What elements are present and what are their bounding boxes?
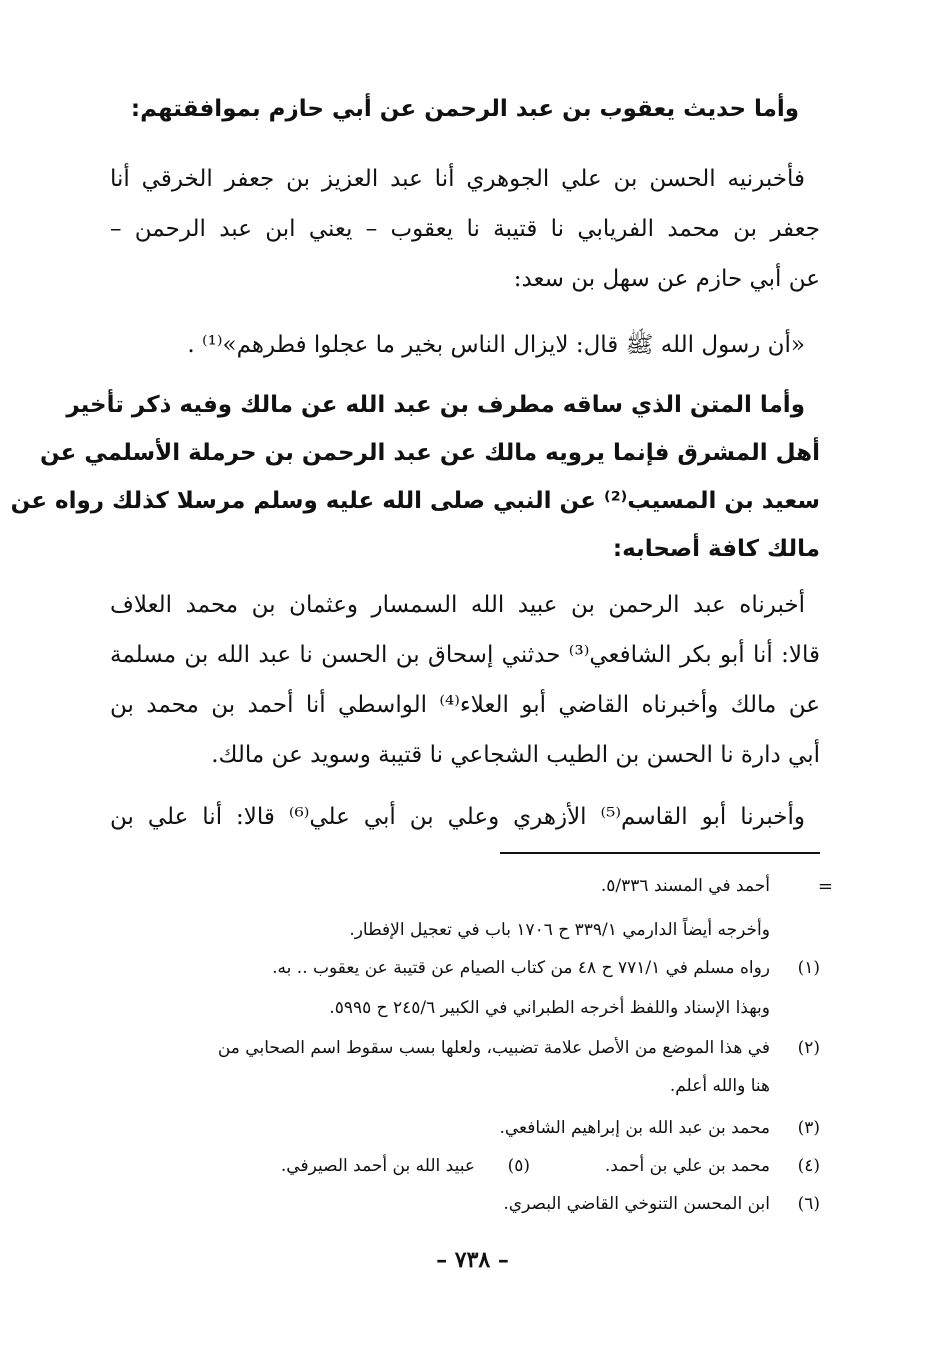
footnote-number: (٦) [797,1194,820,1214]
paragraph-line: وأخبرنا أبو القاسم⁽⁵⁾ الأزهري وعلي بن أبي علي⁽⁶⁾ قالا: أنا علي بن [110,804,805,830]
section-heading-mutarrif: أهل المشرق فإنما يرويه مالك عن عبد الرحمن بن حرملة الأسلمي عن [39,440,820,466]
section-heading-yaqub: وأما حديث يعقوب بن عبد الرحمن عن أبي حازم بموافقتهم: [130,96,800,122]
section-heading-mutarrif: وأما المتن الذي ساقه مطرف بن عبد الله عن مالك وفيه ذكر تأخير [66,392,805,418]
footnote-line: في هذا الموضع من الأصل علامة تضبيب، ولعلها بسب سقوط اسم الصحابي من [217,1038,770,1058]
paragraph-line: فأخبرنيه الحسن بن علي الجوهري أنا عبد العزيز بن جعفر الخرقي أنا [110,166,805,192]
section-heading-mutarrif: سعيد بن المسيب⁽²⁾ عن النبي صلى الله عليه وسلم مرسلا كذلك رواه عن [10,488,820,514]
footnote-line: عبيد الله بن أحمد الصيرفي. [280,1156,475,1176]
footnote-line: وبهذا الإسناد واللفظ أخرجه الطبراني في الكبير ٢٤٥/٦ ح ٥٩٩٥. [329,998,770,1018]
footnote-line: وأخرجه أيضاً الدارمي ٣٣٩/١ ح ١٧٠٦ باب في تعجيل الإفطار. [349,920,770,940]
hadith-text: «أن رسول الله ﷺ قال: لايزال الناس بخير ما عجلوا فطرهم»⁽¹⁾ . [187,332,805,358]
footnote-line: هنا والله أعلم. [669,1076,770,1096]
footnote-line: ابن المحسن التنوخي القاضي البصري. [503,1194,770,1214]
footnote-number: (٣) [797,1118,820,1138]
footnote-continuation-mark: = [817,876,833,897]
paragraph-line: جعفر بن محمد الفريابي نا قتيبة نا يعقوب – يعني ابن عبد الرحمن – [110,216,820,242]
paragraph-line: أخبرناه عبد الرحمن بن عبيد الله السمسار وعثمان بن محمد العلاف [110,592,805,618]
paragraph-line: عن أبي حازم عن سهل بن سعد: [513,266,820,292]
paragraph-line: عن مالك وأخبرناه القاضي أبو العلاء⁽⁴⁾ الواسطي أنا أحمد بن محمد بن [110,692,820,718]
footnote-line: أحمد في المسند ٥/٣٣٦. [600,876,770,896]
footnote-separator [500,852,820,854]
footnote-line: محمد بن عبد الله بن إبراهيم الشافعي. [499,1118,770,1138]
footnote-number: (٤) [797,1156,820,1176]
footnote-number: (٥) [507,1156,530,1176]
footnote-line: رواه مسلم في ٧٧١/١ ح ٤٨ من كتاب الصيام عن قتيبة عن يعقوب .. به. [272,958,770,978]
footnote-line: محمد بن علي بن أحمد. [604,1156,770,1176]
section-heading-mutarrif: مالك كافة أصحابه: [612,536,820,562]
paragraph-line: قالا: أنا أبو بكر الشافعي⁽³⁾ حدثني إسحاق بن الحسن نا عبد الله بن مسلمة [110,642,820,668]
page-number: – ٧٣٨ – [436,1247,509,1273]
footnote-number: (٢) [797,1038,820,1058]
paragraph-line: أبي دارة نا الحسن بن الطيب الشجاعي نا قتيبة وسويد عن مالك. [211,742,820,768]
footnote-number: (١) [797,958,820,978]
